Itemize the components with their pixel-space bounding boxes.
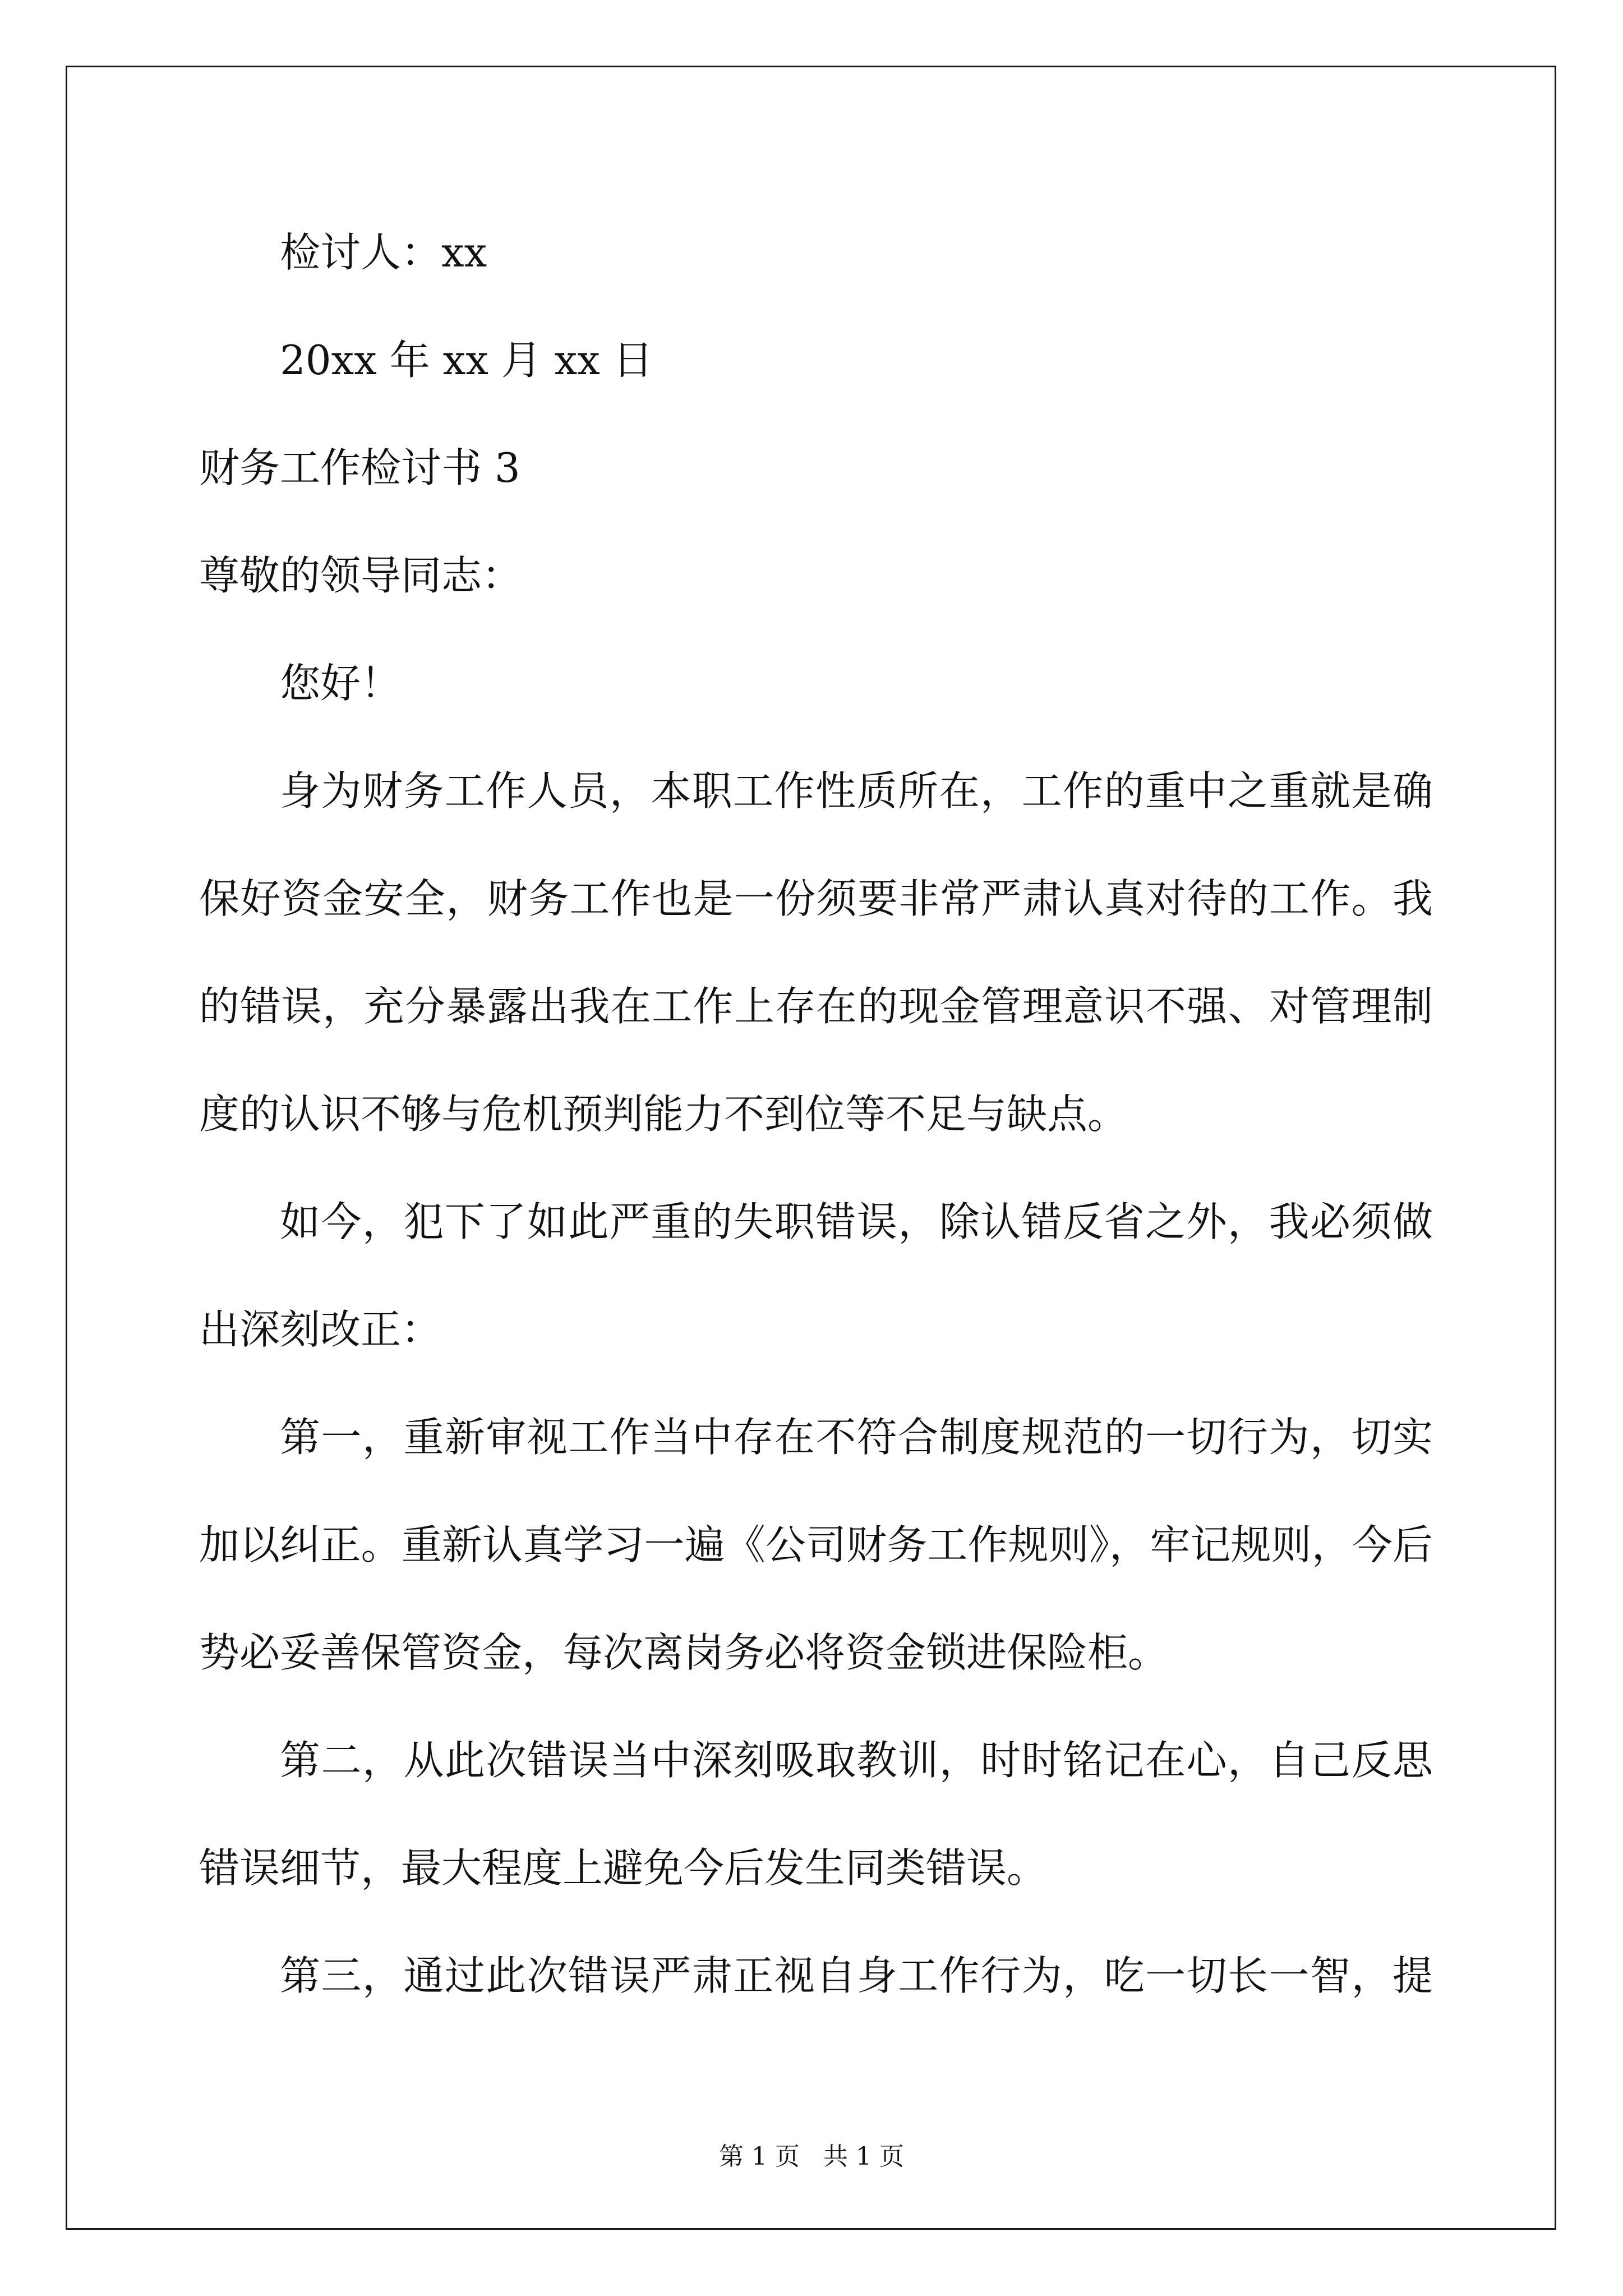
paragraph-line: 第一，重新审视工作当中存在不符合制度规范的一切行为，切实 (280, 1414, 1433, 1461)
page-border (66, 66, 1556, 2230)
page-footer: 第 1 页 共 1 页 (719, 2142, 904, 2171)
paragraph-line: 第三，通过此次错误严肃正视自身工作行为，吃一切长一智，提 (280, 1952, 1433, 1999)
paragraph-line: 出深刻改正： (199, 1306, 442, 1353)
paragraph-line: 身为财务工作人员，本职工作性质所在，工作的重中之重就是确 (280, 767, 1433, 815)
paragraph-line: 度的认识不够与危机预判能力不到位等不足与缺点。 (199, 1091, 1128, 1138)
paragraph-line: 第二，从此次错误当中深刻吸取教训，时时铭记在心，自己反思 (280, 1737, 1433, 1784)
salutation: 尊敬的领导同志： (199, 552, 523, 599)
paragraph-line: 势必妥善保管资金，每次离岗务必将资金锁进保险柜。 (199, 1629, 1169, 1676)
reviewer-line: 检讨人：xx (280, 229, 487, 276)
paragraph-line: 保好资金安全，财务工作也是一份须要非常严肃认真对待的工作。我 (199, 875, 1433, 922)
greeting: 您好！ (280, 660, 402, 707)
paragraph-line: 的错误，充分暴露出我在工作上存在的现金管理意识不强、对管理制 (199, 983, 1433, 1030)
section-title: 财务工作检讨书 3 (199, 444, 520, 491)
date-line: 20xx 年 xx 月 xx 日 (280, 337, 653, 384)
paragraph-line: 错误细节，最大程度上避免今后发生同类错误。 (199, 1844, 1048, 1892)
paragraph-line: 如今，犯下了如此严重的失职错误，除认错反省之外，我必须做 (280, 1198, 1433, 1245)
paragraph-line: 加以纠正。重新认真学习一遍《公司财务工作规则》，牢记规则，今后 (199, 1521, 1433, 1568)
